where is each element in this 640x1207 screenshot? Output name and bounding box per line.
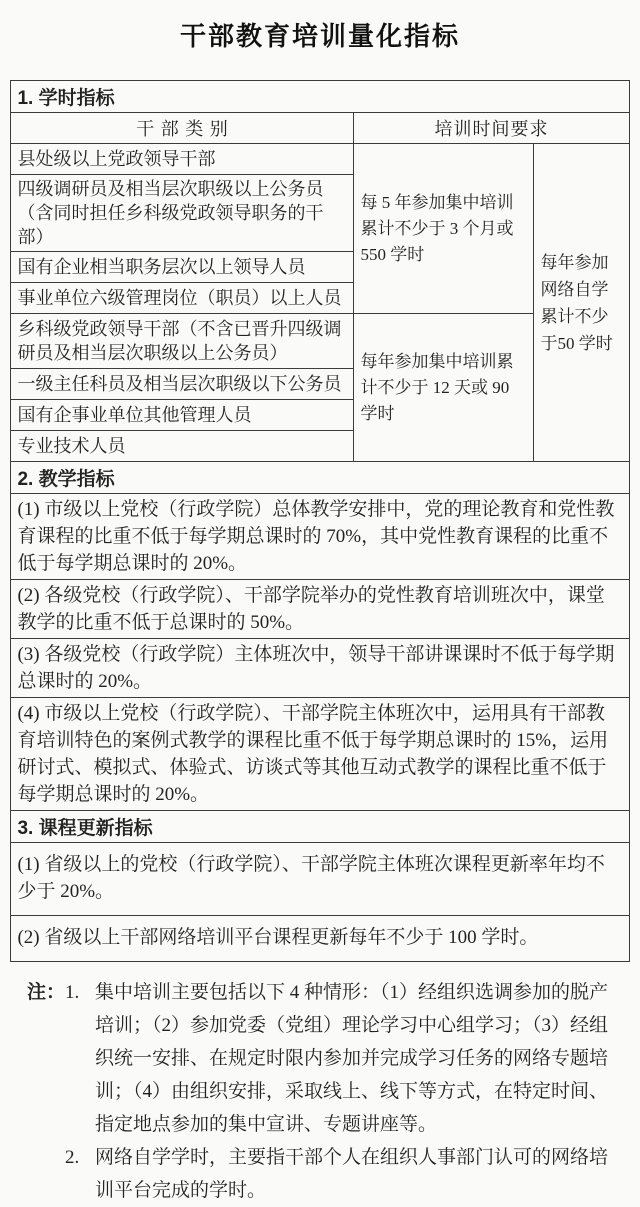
table-row [11, 494, 629, 580]
footnotes [27, 976, 617, 1207]
category-cell: 县处级以上党政领导干部 [11, 144, 354, 175]
table-row [11, 144, 629, 175]
section3-header-row [11, 811, 629, 843]
category-cell: 事业单位六级管理岗位（职员）以上人员 [11, 283, 354, 314]
section2-item-2: (2) 各级党校（行政学院）、干部学院举办的党性教育培训班次中，课堂教学的比重不低于总课时的 50%。 [11, 580, 629, 639]
note-item-1 [65, 976, 617, 1141]
category-cell: 国有企业相当职务层次以上领导人员 [11, 252, 354, 283]
online-requirement-cell: 每年参加网络自学累计不少于50 学时 [534, 144, 629, 462]
section1-header: 1. 学时指标 [11, 81, 629, 113]
section2-header: 2. 教学指标 [11, 462, 629, 494]
section2-item-3: (3) 各级党校（行政学院）主体班次中，领导干部讲课课时不低于每学期总课时的 20%。 [11, 639, 629, 698]
category-cell: 国有企事业单位其他管理人员 [11, 400, 354, 431]
section3-header: 3. 课程更新指标 [11, 811, 629, 843]
table-row [11, 698, 629, 811]
note-text: 网络自学学时，主要指干部个人在组织人事部门认可的网络培训平台完成的学时。 [95, 1147, 609, 1201]
table-row [11, 580, 629, 639]
table-row [11, 639, 629, 698]
requirement-group1-cell: 每 5 年参加集中培训累计不少于 3 个月或 550 学时 [354, 144, 534, 314]
notes-body [65, 976, 617, 1207]
requirement-group2-cell: 每年参加集中培训累计不少于 12 天或 90 学时 [354, 314, 534, 462]
note-item-2 [65, 1141, 617, 1207]
page-title: 干部教育培训量化指标 [179, 21, 460, 51]
section1-header-row [11, 81, 629, 113]
col-header-category: 干 部 类 别 [11, 113, 354, 144]
section2-item-1: (1) 市级以上党校（行政学院）总体教学安排中，党的理论教育和党性教育课程的比重不低于每学期总课时的 70%，其中党性教育课程的比重不低于每学期总课时的 20%。 [11, 494, 629, 580]
section2-item-4: (4) 市级以上党校（行政学院）、干部学院主体班次中，运用具有干部教育培训特色的案例式教学的课程比重不低于每学期总课时的 15%，运用研讨式、模拟式、体验式、访谈式等其他互动式教学的课程比重不低于每学期总课时的 20%。 [11, 698, 629, 811]
table-row [11, 843, 629, 916]
indicators-table [10, 80, 629, 962]
col-header-requirement: 培训时间要求 [354, 113, 629, 144]
category-cell: 四级调研员及相当层次职级以上公务员（含同时担任乡科级党政领导职务的干部） [11, 175, 354, 252]
section1-column-header-row [11, 113, 629, 144]
note-number: 2. [65, 1147, 80, 1168]
table-row [11, 916, 629, 962]
category-cell: 乡科级党政领导干部（不含已晋升四级调研员及相当层次职级以上公务员） [11, 314, 354, 369]
section3-item-2: (2) 省级以上干部网络培训平台课程更新每年不少于 100 学时。 [11, 916, 629, 962]
note-number: 1. [65, 982, 80, 1003]
section2-header-row [11, 462, 629, 494]
section3-item-1: (1) 省级以上的党校（行政学院）、干部学院主体班次课程更新率年均不少于 20%。 [11, 843, 629, 916]
note-text: 集中培训主要包括以下 4 种情形：（1）经组织选调参加的脱产培训；（2）参加党委（党组）理论学习中心组学习；（3）经组织统一安排、在规定时限内参加并完成学习任务的网络专题培训；（4）由组织安排，采取线上、线下等方式，在特定时间、指定地点参加的集中宣讲、专题讲座等。 [95, 982, 609, 1135]
category-cell: 一级主任科员及相当层次职级以下公务员 [11, 369, 354, 400]
notes-label: 注： [27, 982, 66, 1003]
category-cell: 专业技术人员 [11, 431, 354, 462]
